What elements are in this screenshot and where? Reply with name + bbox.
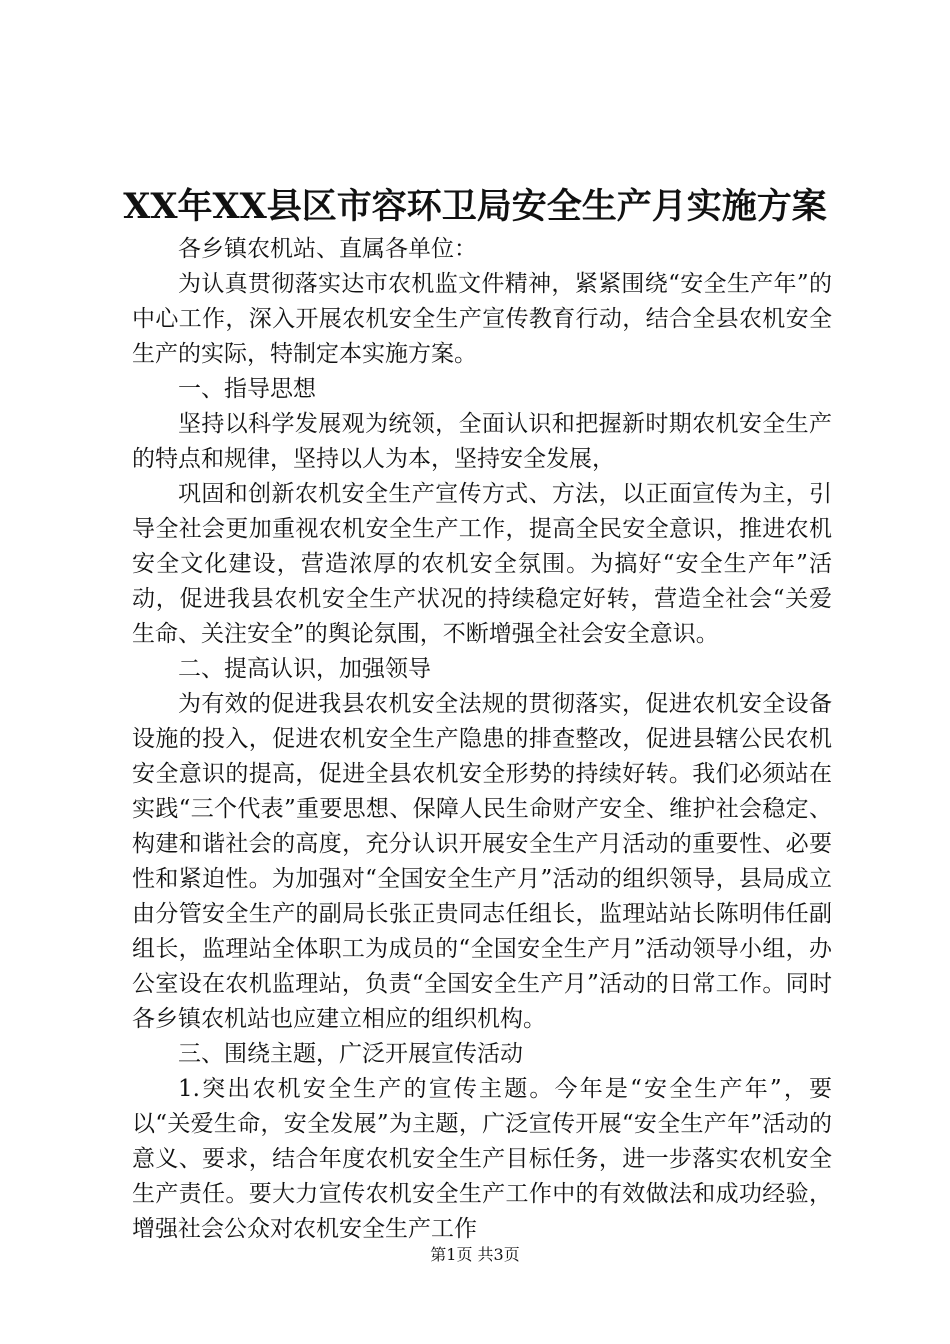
section-1-paragraph-2: 巩固和创新农机安全生产宣传方式、方法，以正面宣传为主，引导全社会更加重视农机安全生产工作，提高全民安全意识，推进农机安全文化建设，营造浓厚的农机安全氛围。为搞好“安全生产年”活动，促进我县农机安全生产状况的持续稳定好转，营造全社会“关爱生命、关注安全”的舆论氛围，不断增强全社会安全意识。 — [132, 481, 832, 647]
section-1-heading: 一、指导思想 — [178, 376, 316, 402]
document-body — [132, 232, 832, 1247]
section-3-heading: 三、围绕主题，广泛开展宣传活动 — [178, 1041, 523, 1067]
section-3-paragraph-1: 1.突出农机安全生产的宣传主题。今年是“安全生产年”，要以“关爱生命，安全发展”为主题，广泛宣传开展“安全生产年”活动的意义、要求，结合年度农机安全生产目标任务，进一步落实农机安全生产责任。要大力宣传农机安全生产工作中的有效做法和成功经验，增强社会公众对农机安全生产工作 — [132, 1076, 832, 1242]
page-number: 第1页 共3页 — [430, 1245, 520, 1264]
section-2-paragraph-1: 为有效的促进我县农机安全法规的贯彻落实，促进农机安全设备设施的投入，促进农机安全生产隐患的排查整改，促进县辖公民农机安全意识的提高，促进全县农机安全形势的持续好转。我们必须站在实践“三个代表”重要思想、保障人民生命财产安全、维护社会稳定、构建和谐社会的高度，充分认识开展安全生产月活动的重要性、必要性和紧迫性。为加强对“全国安全生产月”活动的组织领导，县局成立由分管安全生产的副局长张正贵同志任组长，监理站站长陈明伟任副组长，监理站全体职工为成员的“全国安全生产月”活动领导小组，办公室设在农机监理站，负责“全国安全生产月”活动的日常工作。同时各乡镇农机站也应建立相应的组织机构。 — [132, 691, 832, 1032]
intro-paragraph: 为认真贯彻落实达市农机监文件精神，紧紧围绕“安全生产年”的中心工作，深入开展农机安全生产宣传教育行动，结合全县农机安全生产的实际，特制定本实施方案。 — [132, 271, 832, 367]
section-2-heading: 二、提高认识，加强领导 — [178, 656, 431, 682]
document-title: XX年XX县区市容环卫局安全生产月实施方案 — [123, 186, 827, 227]
salutation: 各乡镇农机站、直属各单位： — [178, 236, 477, 262]
section-1-paragraph-1: 坚持以科学发展观为统领，全面认识和把握新时期农机安全生产的特点和规律，坚持以人为本，坚持安全发展， — [132, 411, 832, 472]
